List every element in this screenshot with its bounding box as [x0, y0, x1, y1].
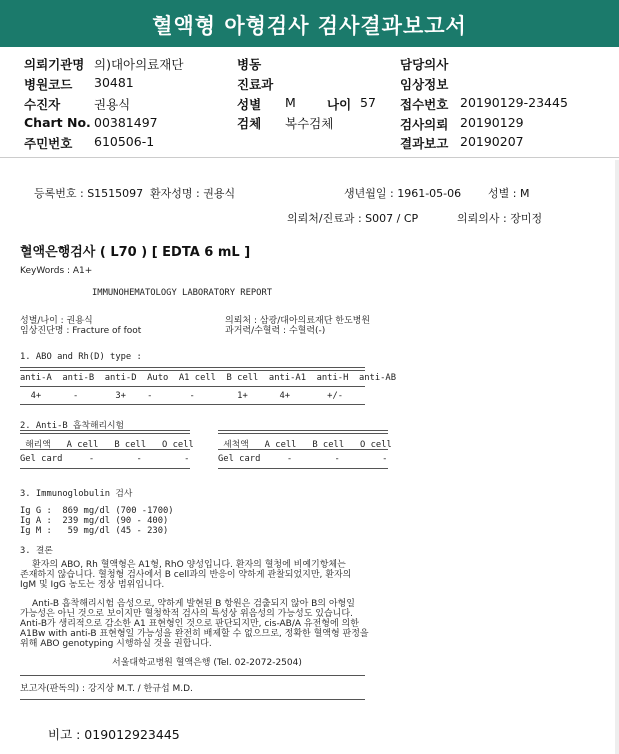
abo-values: 4+ - 3+ - - 1+ 4+ +/- [20, 391, 344, 401]
antib-right-rule-mid [218, 449, 388, 450]
iga-value: Ig A : 239 mg/dl (90 - 400) [20, 516, 169, 526]
request-label: 검사의뢰 [400, 117, 449, 132]
antib-right-header: 세척액 A cell B cell O cell [218, 440, 392, 450]
abo-rule-top [20, 367, 365, 371]
line1-right: 의뢰처 : 삼광/대아의료재단 한도병원 [225, 316, 371, 326]
conclusion-line4: Anti-B 흡착해리시험 음성으로, 약하게 발현된 B 항원은 검출되지 않아 B의 아형일 [32, 599, 355, 609]
sign-rule-top [20, 675, 365, 676]
line2-right: 과거력/수혈력 : 수혈력(-) [225, 326, 326, 336]
conclusion-line2: 존재하지 않습니다. 혈청형 검사에서 B cell과의 반응이 약하게 관찰되었지만, 환자의 [20, 570, 352, 580]
receipt-value: 20190129-23445 [460, 95, 568, 110]
test-title: 혈액은행검사 ( L70 ) [ EDTA 6 mL ] [20, 245, 251, 260]
antib-left-rule-top [20, 430, 190, 434]
org-value: 의)대아의료재단 [94, 57, 184, 72]
section-ig: 3. Immunoglobulin 검사 [20, 489, 133, 499]
igg-value: Ig G : 869 mg/dl (700 -1700) [20, 506, 174, 516]
line2-left: 임상진단명 : Fracture of foot [20, 326, 142, 336]
chart-label: Chart No. [24, 115, 91, 130]
patient-label: 수진자 [24, 97, 61, 112]
antib-left-row: Gel card - - - [20, 454, 190, 464]
sex-field: 성별 : M [488, 187, 530, 200]
rrn-label: 주민번호 [24, 136, 73, 151]
report-title: 혈액형 아형검사 검사결과보고서 [0, 0, 619, 47]
code-label: 병원코드 [24, 77, 73, 92]
receipt-label: 접수번호 [400, 97, 449, 112]
patient-name: 환자성명 : 권용식 [150, 187, 236, 200]
conclusion-line8: 위해 ABO genotyping 시행하실 것을 권합니다. [20, 639, 212, 649]
report-body [0, 158, 619, 754]
keywords: KeyWords : A1+ [20, 266, 93, 276]
dept-label: 진료과 [237, 77, 274, 92]
igm-value: Ig M : 59 mg/dl (45 - 230) [20, 526, 169, 536]
code-value: 30481 [94, 75, 134, 90]
note-line: 비고 : 019012923445 [48, 727, 180, 742]
antib-right-row: Gel card - - - [218, 454, 388, 464]
age-label: 나이 [327, 97, 352, 112]
conclusion-line3: IgM 및 IgG 농도는 정상 범위입니다. [20, 580, 165, 590]
sign-rule-bottom [20, 699, 365, 700]
org-label: 의뢰기관명 [24, 57, 85, 72]
antib-left-header: 해리액 A cell B cell O cell [20, 440, 194, 450]
sex-value: M [285, 95, 296, 110]
rrn-value: 610506-1 [94, 134, 155, 149]
specimen-value: 복수검체 [285, 116, 334, 131]
antib-right-rule-top [218, 430, 388, 434]
clinical-label: 임상정보 [400, 77, 449, 92]
age-value: 57 [360, 95, 376, 110]
section-conclusion: 3. 결론 [20, 546, 53, 556]
doctor-field: 의뢰의사 : 장미정 [457, 212, 543, 225]
ward-label: 병동 [237, 57, 262, 72]
request-value: 20190129 [460, 115, 524, 130]
patient-value: 권용식 [94, 97, 131, 112]
conclusion-line1: 환자의 ABO, Rh 혈액형은 A1형, RhO 양성입니다. 환자의 혈청에 비예기항체는 [32, 560, 346, 570]
report-date-label: 결과보고 [400, 136, 449, 151]
line1-left: 성별/나이 : 권용식 [20, 316, 93, 326]
specimen-label: 검체 [237, 116, 262, 131]
abo-rule-mid [20, 386, 365, 387]
reg-number: 등록번호 : S1515097 [34, 187, 144, 200]
reporter-line: 보고자(판독의) : 강지상 M.T. / 한규섭 M.D. [20, 684, 193, 694]
doctor-label: 담당의사 [400, 57, 449, 72]
conclusion-line6: Anti-B가 생리적으로 감소한 A1 표현형인 것으로 판단되지만, cis-AB/A 유전형에 의한 [20, 619, 359, 629]
report-date-value: 20190207 [460, 134, 524, 149]
section-antib: 2. Anti-B 흡착해리시험 [20, 421, 124, 431]
antib-right-rule-bottom [218, 468, 388, 469]
sex-label: 성별 [237, 97, 262, 112]
scrollbar[interactable] [615, 160, 619, 754]
chart-value: 00381497 [94, 115, 158, 130]
dept-field: 의뢰처/진료과 : S007 / CP [287, 212, 419, 225]
section-abo: 1. ABO and Rh(D) type : [20, 352, 142, 362]
lab-title: IMMUNOHEMATOLOGY LABORATORY REPORT [92, 288, 273, 298]
hospital-line: 서울대학교병원 혈액은행 (Tel. 02-2072-2504) [112, 658, 302, 668]
antib-left-rule-mid [20, 449, 190, 450]
birth-date: 생년월일 : 1961-05-06 [344, 187, 462, 200]
info-panel [0, 47, 619, 158]
conclusion-line5: 가능성은 아닌 것으로 보이지만 혈청학적 검사의 특성상 위음성의 가능성도 있습니다. [20, 609, 353, 619]
conclusion-line7: A1Bw with anti-B 표현형일 가능성을 완전히 배제할 수 없으므로, 정확한 혈액형 판정을 [20, 629, 369, 639]
abo-header: anti-A anti-B anti-D Auto A1 cell B cell anti-A1 anti-H anti-AB [20, 373, 397, 383]
abo-rule-bottom [20, 404, 365, 405]
antib-left-rule-bottom [20, 468, 190, 469]
